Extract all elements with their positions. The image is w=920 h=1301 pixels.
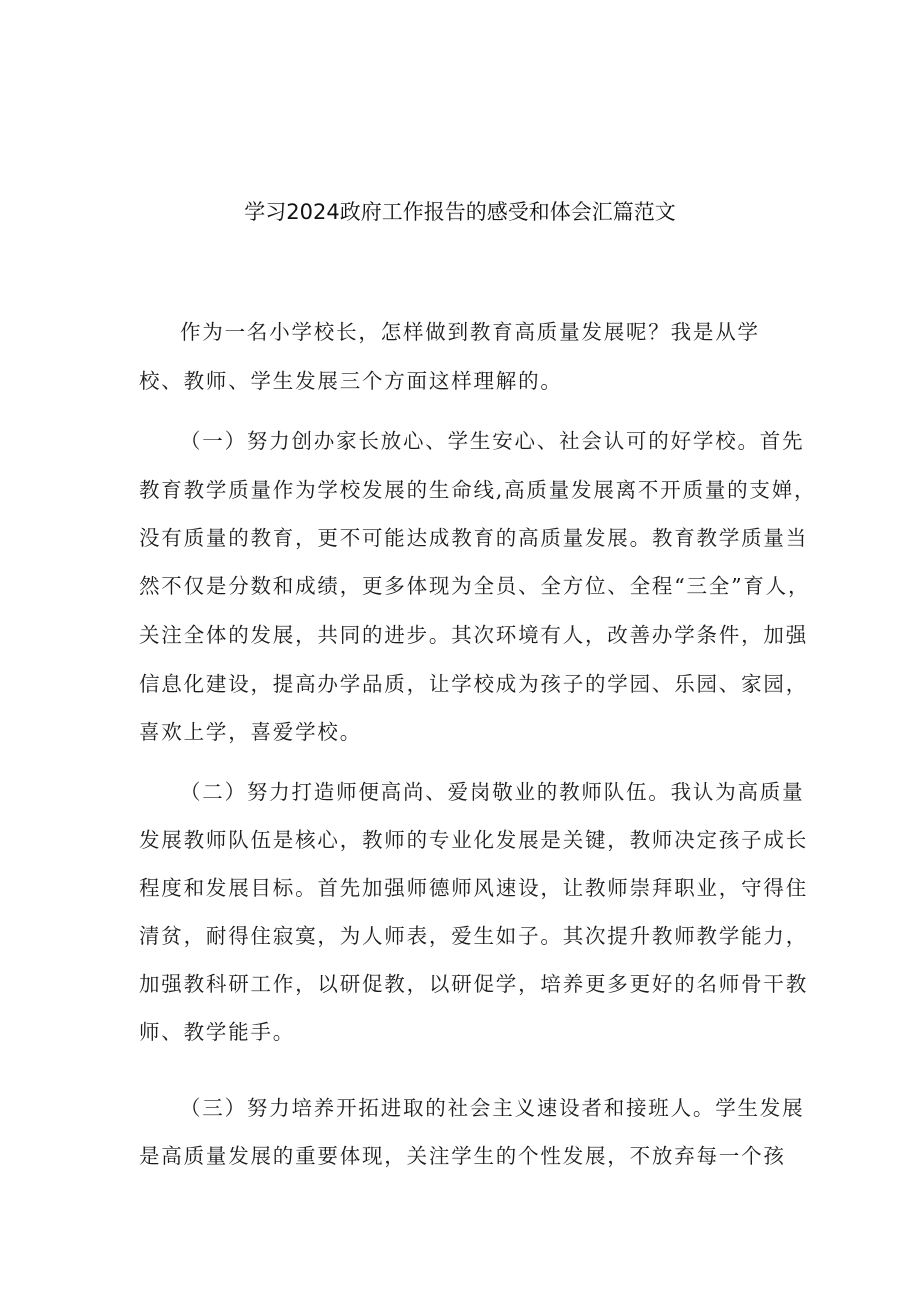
paragraph-1-line-4: 然不仅是分数和成绩，更多体现为全员、全方位、全程“三全”育人， [139, 574, 811, 598]
paragraph-1-line-7: 喜欢上学，喜爱学校。 [139, 720, 362, 744]
paragraph-intro-line-2: 校、教师、学生发展三个方面这样理解的。 [139, 369, 563, 393]
paragraph-1-line-5: 关注全体的发展，共同的进步。其次环境有人，改善办学条件，加强 [139, 623, 808, 647]
paragraph-1-line-2: 教育教学质量作为学校发展的生命线,高质量发展离不开质量的支婵， [139, 478, 817, 502]
paragraph-2-line-4: 清贫，耐得住寂寞，为人师表，爱生如子。其次提升教师教学能力， [139, 924, 808, 948]
paragraph-2-line-6: 师、教学能手。 [139, 1020, 296, 1044]
paragraph-2-line-5: 加强教科研工作，以研促教，以研促学，培养更多更好的名师骨干教 [139, 972, 808, 996]
paragraph-intro-line-1: 作为一名小学校长，怎样做到教育高质量发展呢？我是从学 [180, 320, 760, 344]
paragraph-2-line-3: 程度和发展目标。首先加强师德师风速设，让教师崇拜职业，守得住 [139, 876, 808, 900]
paragraph-1-line-3: 没有质量的教育，更不可能达成教育的高质量发展。教育教学质量当 [139, 526, 808, 550]
paragraph-3-line-1: （三）努力培养开拓进取的社会主义速设者和接班人。学生发展 [180, 1096, 805, 1120]
paragraph-2-line-2: 发展教师队伍是核心，教师的专业化发展是关键，教师决定孩子成长 [139, 828, 808, 852]
paragraph-2-line-1: （二）努力打造师便高尚、爱岗敬业的教师队伍。我认为高质量 [180, 780, 805, 804]
document-title: 学习2024政府工作报告的感受和体会汇篇范文 [244, 200, 676, 224]
paragraph-3-line-2: 是高质量发展的重要体现，关注学生的个性发展，不放弃每一个孩 [139, 1144, 786, 1168]
paragraph-1-line-6: 信息化建设，提高办学品质，让学校成为孩子的学园、乐园、家园， [139, 672, 808, 696]
paragraph-1-line-1: （一）努力创办家长放心、学生安心、社会认可的好学校。首先 [180, 429, 805, 453]
